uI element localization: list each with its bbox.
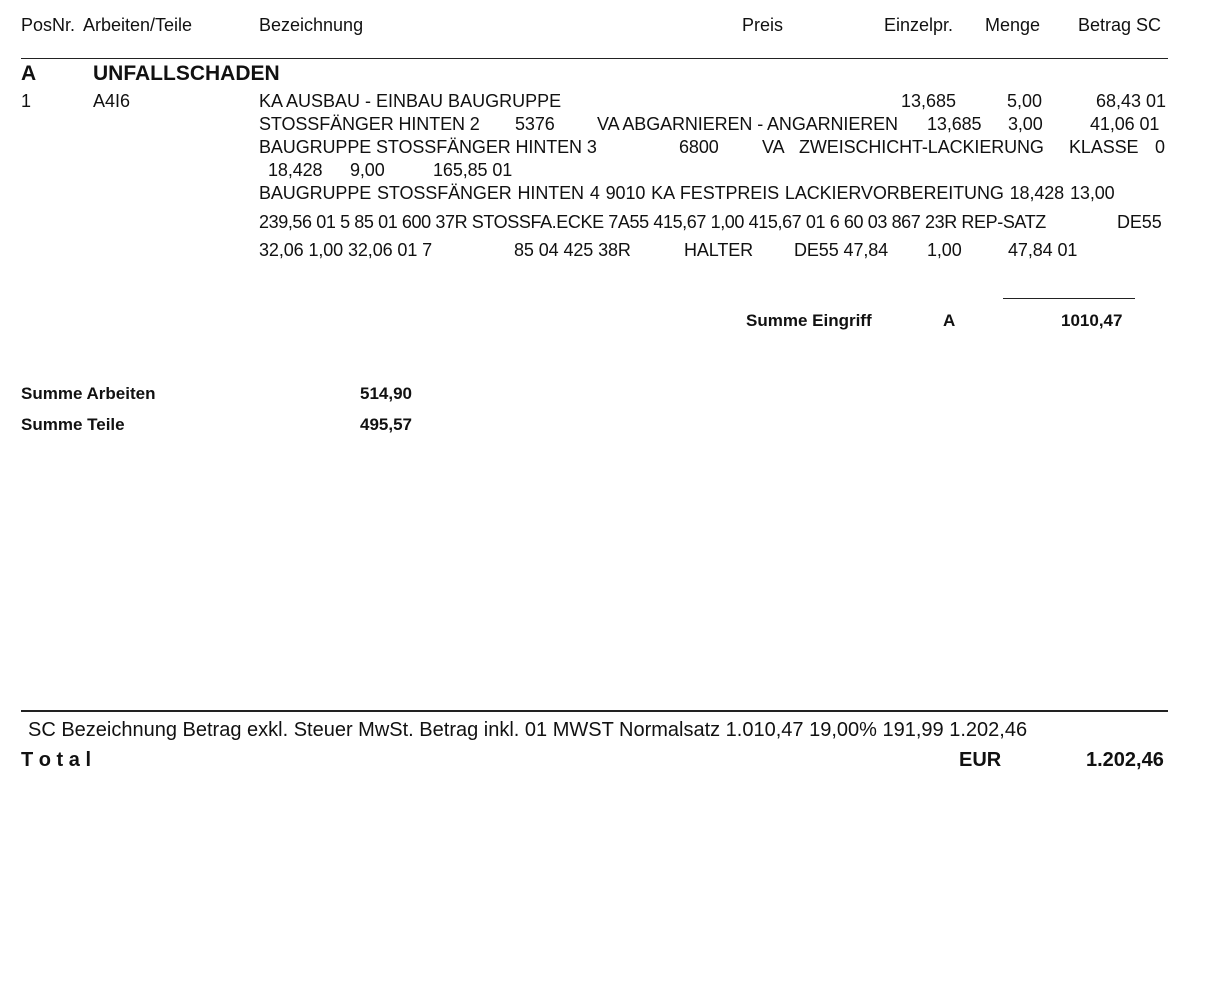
header-posnr: PosNr. bbox=[21, 15, 76, 35]
header-menge: Menge bbox=[985, 15, 1041, 35]
total-label: T o t a l bbox=[21, 749, 91, 771]
line-text-segment: 0 bbox=[1155, 137, 1165, 157]
summe-eingriff-label: Summe Eingriff bbox=[746, 311, 872, 330]
line-text-segment: 3,00 bbox=[1008, 114, 1043, 134]
summe-teile-label: Summe Teile bbox=[21, 415, 125, 434]
line-text-segment: KLASSE bbox=[1069, 137, 1139, 157]
section-title: UNFALLSCHADEN bbox=[93, 62, 280, 85]
subtotal-divider bbox=[1003, 298, 1135, 299]
line-text-segment: DE55 47,84 bbox=[794, 240, 889, 260]
line-text-segment: 1,00 bbox=[927, 240, 962, 260]
tax-summary-line: SC Bezeichnung Betrag exkl. Steuer MwSt. Betrag inkl. 01 MWST Normalsatz 1.010,47 19,00% 191,99 1.202,46 bbox=[28, 719, 1028, 741]
footer-divider bbox=[21, 710, 1168, 712]
summe-teile-value: 495,57 bbox=[360, 415, 412, 434]
header-betrag-sc: Betrag SC bbox=[1078, 15, 1162, 35]
item-betrag: 68,43 01 bbox=[1096, 91, 1167, 111]
line-text-segment: 47,84 01 bbox=[1008, 240, 1078, 260]
line-text-segment: 239,56 01 5 85 01 600 37R STOSSFA.ECKE 7A55 415,67 1,00 415,67 01 6 60 03 867 23R REP-SATZ bbox=[259, 212, 1046, 232]
item-pos: 1 bbox=[21, 91, 32, 111]
line-text-segment: 13,685 bbox=[927, 114, 982, 134]
summe-arbeiten-value: 514,90 bbox=[360, 384, 412, 403]
line-text-segment: BAUGRUPPE STOSSFÄNGER HINTEN 4 9010 KA FESTPREIS LACKIERVORBEREITUNG 18,428 13,00 bbox=[259, 183, 1115, 203]
header-preis: Preis bbox=[742, 15, 784, 35]
summe-eingriff-letter: A bbox=[943, 311, 956, 330]
line-text-segment: 85 04 425 38R bbox=[514, 240, 631, 260]
line-text-segment: HALTER bbox=[684, 240, 754, 260]
header-einzelpreis: Einzelpr. bbox=[884, 15, 954, 35]
total-currency: EUR bbox=[959, 749, 1002, 771]
total-value: 1.202,46 bbox=[1086, 749, 1164, 771]
summe-eingriff-value: 1010,47 bbox=[1061, 311, 1123, 330]
line-text-segment: 5376 bbox=[515, 114, 555, 134]
line-text-segment: DE55 bbox=[1117, 212, 1162, 232]
line-text-segment: 6800 bbox=[679, 137, 719, 157]
item-code: A4I6 bbox=[93, 91, 131, 111]
line-text-segment: 165,85 01 bbox=[433, 160, 513, 180]
item-menge: 5,00 bbox=[1007, 91, 1043, 111]
item-einzelpreis: 13,685 bbox=[901, 91, 957, 111]
header-bezeichnung: Bezeichnung bbox=[259, 15, 364, 35]
section-letter: A bbox=[21, 62, 37, 85]
line-text-segment: 32,06 1,00 32,06 01 7 bbox=[259, 240, 433, 260]
item-description: KA AUSBAU - EINBAU BAUGRUPPE bbox=[259, 91, 562, 111]
header-divider bbox=[21, 58, 1168, 59]
line-text-segment: 9,00 bbox=[350, 160, 385, 180]
line-text-segment: VA ABGARNIEREN - ANGARNIEREN bbox=[597, 114, 898, 134]
header-arbeiten-teile: Arbeiten/Teile bbox=[83, 15, 193, 35]
line-text-segment: 41,06 01 bbox=[1090, 114, 1160, 134]
summe-arbeiten-label: Summe Arbeiten bbox=[21, 384, 156, 403]
line-text-segment: STOSSFÄNGER HINTEN 2 bbox=[259, 114, 480, 134]
line-text-segment: ZWEISCHICHT-LACKIERUNG bbox=[799, 137, 1044, 157]
line-text-segment: VA bbox=[762, 137, 785, 157]
line-text-segment: 18,428 bbox=[268, 160, 323, 180]
line-text-segment: BAUGRUPPE STOSSFÄNGER HINTEN 3 bbox=[259, 137, 597, 157]
